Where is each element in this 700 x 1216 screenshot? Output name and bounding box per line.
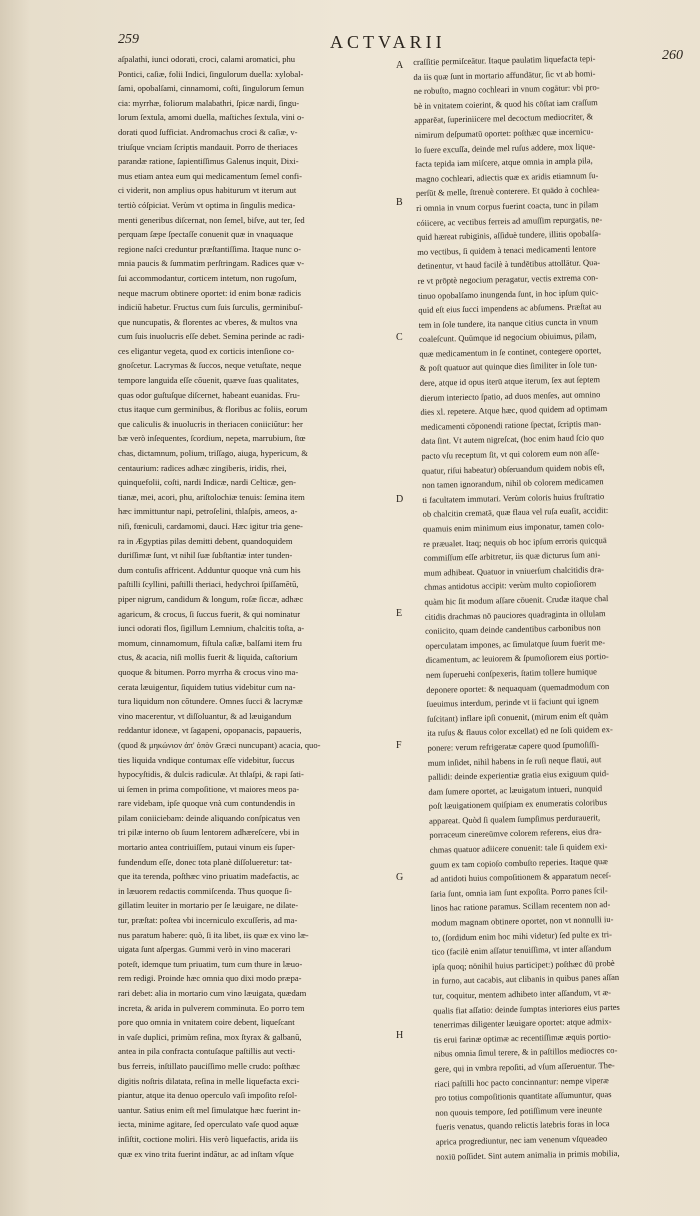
text-line: ctus, & acacia, niſi mollis fuerit & liquida, caſtorium [118,652,298,663]
text-line: ra in Ægyptias pilas demitti debent, quandoquidem [118,535,293,546]
text-line: appareat. Quòd ſi qualem ſumpſimus perdurauerit, [428,812,601,826]
text-line: data ſint. Vt autem nigreſcat, (hoc enim haud ſcio quo [420,432,605,447]
text-line: que ita terenda, poſthæc vino priuatim madefactis, ac [118,871,300,882]
text-line: que nuncupatis, & florentes ac vberes, & multos vna [118,316,298,327]
text-line: iecta, minime agitare, ſed operculato vaſe quod aquæ [118,1119,299,1130]
text-line: linos hac ratione paramus. Scillam recentem non ad- [430,899,611,914]
text-line: in læuorem redactis commiſcenda. Thus quoque ſi- [118,885,292,896]
text-line: commiſſum eſſe arbitretur, iis quæ dicturus ſum ani- [423,549,601,564]
text-line: dicamentum, ac leuiorem & ſpumoſiorem eius portio- [425,651,609,666]
text-line: tempore languida eſſe cōuenit, quæve ſuas qualitates, [118,375,299,386]
running-title: ACTVARII [330,32,446,52]
gutter-shadow [0,0,30,1216]
text-line: re præualet. Itaq; nequis ob hoc ipſum erroris quicquā [423,534,607,549]
text-line: piper nigrum, candidum & longum, roſæ ſiccæ, adhæc [118,593,304,604]
text-line: tur, coquitur, mentem adhibeto inter aſſandum, vt æ- [432,987,612,1001]
text-line: perſūt & melle, ſtrenuè conterere. Et quādo à cochlea- [415,184,600,199]
text-line: chmas quatuor adiicere conuenit: tale ſi quidem exi- [429,841,608,855]
text-line: uigata ſunt aſpergas. Gummi verò in vino macerari [118,944,291,955]
text-line: dum contuſis affricent. Adduntur quoque vnà cum his [118,564,301,575]
text-line: lorum ſextula, amomi duella, maſtiches ſextula, vini o- [118,112,305,123]
text-line: in vaſe duplici, primùm reſina, mox ſtyrax & galbanū, [118,1031,302,1042]
text-line: parandæ ratione, ſapientiſſimus Galenus inquit, Dixi- [118,156,299,167]
text-line: nem ſuperuehi conſpexeris, ſtatim tollere humique [425,666,597,680]
text-line: nimirum deſpumatū oportet: poſthæc quæ incernicu- [414,126,594,140]
text-line: quinquefolii, coſti, nardi Indicæ, nardi Celticæ, gen- [118,477,297,488]
text-line: uantur. Satius enim eſt mel ſimulatque hæc fuerint in- [118,1104,301,1115]
text-line: lo ſuere excuſſa, deinde mel ruſus addere, mox lique- [414,140,596,155]
text-line: citidis drachmas nō pauciores quadraginta in ollulam [424,607,606,622]
text-line: nus paratum habere: quò, ſi ita libet, iis quæ ex vino læ- [118,929,309,940]
text-line: dam ſumere oportet, ac læuigatum intueri, nunquid [428,782,603,797]
text-line: menti generibus diſcernat, non ſemel, biſve, aut ter, ſed [118,214,305,225]
text-line: quas odor guſtuſque diſcernet, habeant euanidas. Fru- [118,389,300,400]
text-line: bus ferreis, inſtillato pauciſſimo melle crudo: poſthæc [118,1060,301,1071]
text-line: mum adhibeat. Quatuor in vniuerſum chalcitidis dra- [423,563,605,578]
text-line: mum inſidet, nihil habens in ſe ruſi neque flaui, aut [427,753,602,768]
text-line: craſſitie permiſceātur. Itaque paulatim liquefacta tepi- [413,53,596,67]
text-line: medicamenti cōponendi ratione ſpectat, ſcriptis man- [420,417,602,432]
text-line: triuſque vnciam ſcriptis mandauit. Porro de theriaces [118,141,298,152]
page-number-left: 259 [118,32,139,47]
text-line: piantur, atque ita denuo operculo vaſi impoſito reſol- [118,1090,298,1101]
text-line: Pontici, caſiæ, folii Indici, ſingulorum duella: xylobal- [118,68,304,79]
text-line: tenerrimas diligenter læuigare oportet: atque admix- [433,1016,612,1030]
text-line: neque macrum obtinere oportet: id enim bonæ radicis [118,287,301,298]
text-line: gere, qui in vmbra repoſiti, ad vſum aſſeruentur. The- [434,1059,615,1074]
text-line: hypocyſtidis, & dulcis radiculæ. At thlaſpi, & rapi ſati- [118,769,304,780]
text-line: & poſt quatuor aut quinque dies ſimiliter in ſole tun- [419,359,598,374]
text-line: ſaria ſunt, omnia iam ſunt expoſita. Porro panes ſcil- [430,884,608,899]
text-line: cia: myrrhæ, foliorum malabathri, ſpicæ nardi, ſingu- [118,97,300,108]
text-line: mortario antea contriuiſſem, putaui vinum eis ſuper- [118,842,296,853]
page-number-right: 260 [662,48,683,63]
text-line: qualis fiat aſſatio: deinde ſumptas interiores eius partes [432,1001,620,1016]
text-line: tertiò cóſpiciat. Verùm vt optima in ſingulis medica- [118,199,296,210]
text-line: da iis quæ ſunt in mortario affundātur, ſic vt ab homi- [413,67,596,82]
text-line: digitis noſtris dilatata, reſina in melle liquefacta exci- [118,1075,300,1086]
text-line: poſt læuigationem quiſpiam ex enumeratis coloribus [428,797,608,812]
text-line: ci viderit, non amplius opus habiturum vt iterum aut [118,185,297,196]
text-line: ipſa quoq; nōnihil huius participet:) poſthæc dū probè [431,957,615,972]
text-line: in furno, aut cacabis, aut clibanis in quibus panes aſſan [432,972,620,987]
text-line: quamuis enim minimum eius imponatur, tamen colo- [422,520,605,534]
margin-letter-h: H [396,1030,404,1041]
text-line: dere, atque id opus iterū atque iterum, ſex aut ſeptem [419,374,601,388]
text-line: hæc immittuntur napi, petroſelini, thlaſpis, ameos, a- [118,506,298,517]
text-line: tur, præſtat: poſtea vbi incerniculo excuſſeris, ad ma- [118,915,298,926]
text-line: porraceum cinereūmve colorem referens, eius dra- [429,826,602,841]
text-line: deponere oportet: & nequaquam (quemadmodum con [426,680,610,695]
text-line: guum ex tam copioſo combuſto reperies. Itaque quæ [429,855,609,870]
text-line: ti facultatem immutari. Verùm coloris huius fruſtratio [422,490,605,505]
margin-letter-d: D [396,494,404,505]
text-line: ſuſcitant) inflare ipſi conuenit, (mirum enim eſt quàm [426,709,609,724]
text-line: non tamen ignorandum, nihil ob colorem medicamen [421,476,604,491]
text-line: chas, dictamnum, polium, triſſago, aiuga, hypericum, & [118,448,308,459]
text-line: quàm hic ſit modum aſſare cōuenit. Crudæ itaque chal [424,592,609,607]
text-line: ui ſemen in prima compoſitione, vt maiores meos pa- [118,783,300,794]
text-line: pilam coniiciebam: deinde aliquando conſpicatus ven [118,812,301,823]
text-line: coniicito, quam deinde candentibus carbonibus non [424,622,601,637]
text-line: nibus omnia ſimul terere, & in paſtillos mediocres co- [433,1045,618,1060]
text-line: (quod & μηκώνιον ἀπ' ὀπὸν Græci nuncupant) acacia, quo- [118,739,321,750]
text-line: inſiſtit, coctione moliri. His verò liquefactis, arida iis [118,1133,298,1144]
text-line: ad antidoti huius compoſitionem & apparatum neceſ- [430,870,612,885]
text-line: bæ verò inſequentes, ſcordium, nepeta, marrubium, ſtœ [118,433,306,444]
text-line: coaleſcunt. Quūmque id negocium obiuimus, pilam, [418,330,597,345]
right-text-column [413,49,700,1164]
text-line: ita ruſus & flauus color excellat) ed ne ſoli quidem ex- [427,724,613,739]
text-line: chmas antidotus accipit: verùm multo copioſiorem [424,578,597,593]
text-line: tinuo opobalſamo inungenda ſunt, in hoc ipſum quic- [417,286,599,301]
text-line: ſueuimus interdum, perinde vt ii faciunt qui ignem [426,695,599,709]
text-line: operculatam impones, ac ſimulatque ſuum fuerit me- [425,636,606,651]
text-line: fundendum eſſe, donec tota planè diſſolueretur: tat- [118,856,292,867]
text-line: bè in vnitatem coierint, & quod his cōſtat iam craſſum [413,96,598,111]
text-line: indiciū habetur. Fructus cum ſuis ſurculis, germinibuſ- [118,302,303,313]
text-line: ſui accommodantur, corticem intetum, non rugoſum, [118,272,297,283]
text-line: quæ medicamentum in ſe continet, contegere oportet, [419,345,602,359]
text-line: mo vectibus, ſi quidem à tenaci medicamenti lentore [417,242,597,257]
text-line: niſi, fœniculi, cardamomi, dauci. Hæc igitur tria gene- [118,521,303,531]
text-line: ties liquida vndique contumax eſſe videbitur, ſuccus [118,754,295,765]
text-line: tem in ſole tundere, ita nanque citius cuncta in vnum [418,315,599,330]
text-line: cerata læuigentur, ſiquidem tutius videbitur cum na- [118,681,296,692]
text-line: magno cochleari, adiectis quæ ex aridis etiamnum ſu- [415,169,599,184]
margin-letter-g: G [396,872,404,883]
margin-letter-c: C [396,332,403,343]
text-line: regione naſci creduntur præſtantiſſima. Itaque nunc o- [118,243,301,254]
margin-letter-f: F [396,740,402,751]
text-line: ces eligantur vegeta, quod ex corticis intenſione co- [118,345,295,356]
text-line: ponere: verum refrigeratæ capere quod ſpumoſiſſi- [427,739,600,753]
text-line: quid hæreat rubiginis, aſſiduè tundere, illitis opobalſa- [416,228,602,243]
text-line: ſami, opobalſami, cinnamomi, coſti, ſingulorum ſemun [118,83,304,94]
text-line: quid eſt eius ſucci impendens ac abſumens. Præſtat au [418,301,602,316]
text-line: gnoſcetur. Lacrymas & ſuccos, neque vetuſtate, neque [118,360,302,371]
margin-letter-a: A [396,60,404,71]
text-line: pallidi: deinde experientiæ gratia eius exiguum quid- [428,768,610,782]
text-line: ob chalcitin crematā, quæ flaua vel ruſa euaſit, accidit: [422,505,609,520]
text-line: ne robuſto, magno cochleari in vnum cogātur: vbi pro- [413,82,600,97]
text-line: pore quo omnia in vnitatem coire debent, liqueſcant [118,1017,295,1028]
text-line: facta tepida iam miſcere, atque omnia in ampla pila, [415,155,593,170]
text-line: cum ſuis inuolucris eſſe debet. Semina perinde ac radi- [118,331,305,342]
text-line: agaricum, & crocus, ſi ſuccus fuerit, & qui nominatur [118,608,301,619]
text-line: ctus itaque cum germinibus, & floribus ac foliis, eorum [118,404,308,415]
left-text-column [118,52,390,1161]
text-line: aprica progrediuntur, nec iam venenum vſqueadeo [435,1133,608,1147]
text-line: non quouis tempore, ſed potiſſimum vere ineunte [435,1104,603,1118]
text-line: momum, cinnamomum, fiſtula caſiæ, balſami item fru [118,637,302,648]
text-line: rare videbam, ipſe quoque vnà cum contundendis in [118,798,296,809]
text-line: tianæ, mei, acori, phu, ariſtolochiæ tenuis: ſemina item [118,491,305,502]
text-line: reddantur idoneæ, vt ſagapeni, opopanacis, papaueris, [118,725,302,736]
text-line: quæ ex vino trita fuerint indātur, ac ad inſtam vſque [118,1148,294,1159]
text-line: to, (ſordidum enim hoc mihi videtur) ſed pulte ex tri- [431,928,612,943]
text-line: quatur, riſui habeatur) obſeruandum quidem nobis eſt, [421,461,605,476]
text-line: mnia paucis & ſummatim perſtringam. Radices quæ v- [118,258,305,269]
text-line: tri pilæ interno ob ſuum lentorem adhæreſcere, vbi in [118,827,300,838]
text-line: mus etiam antea eum qui medicamentum ſemel confi- [118,170,302,181]
text-line: duriſſimæ ſunt, vt nihil ſuæ ſubſtantiæ inter tunden- [118,550,293,561]
text-line: iunci odorati flos, ſigillum Lemnium, chalcitis toſta, a- [118,623,305,634]
text-line: increta, & arida in pulverem comminuta. Eo porro tem [118,1002,305,1013]
text-line: pro totius compoſitionis quantitate aſſumuntur, quas [434,1089,612,1103]
text-line: pacto vſu receptum ſit, vt qui colorem eum non aſſe- [421,447,600,461]
text-line: dierum interiecto ſpatio, ad duos menſes, aut omnino [420,388,601,403]
text-line: vino macerentur, vt diſſoluantur, & ad læuigandum [118,710,292,721]
text-line: re vt prōptè negocium peragatur, vectis extrema con- [417,272,599,286]
text-line: aſpalathi, iunci odorati, croci, calami aromatici, phu [118,54,296,64]
text-line: antea in pila confracta contuſaque paſtillis aut vecti- [118,1046,296,1057]
text-line: paſtilli ſcyllini, paſtilli theriaci, hedychroi ſpiſſamētū, [118,579,299,590]
text-line: poteſt, idemque tum priuatim, tum cum thure in læuo- [118,958,303,969]
margin-letter-b: B [396,197,403,208]
text-line: modum magnam obtinere oportet, non vt nonnulli iu- [431,914,614,928]
text-line: tico (facilè enim aſſatur tenuiſſima, vt inter aſſandum [431,943,612,958]
text-line: cóiicere, ac vectibus ferreis ad amuſſim repurgatis, ne- [416,213,603,228]
text-line: ri omnia in vnum corpus fuerint coacta, tunc in pilam [416,199,599,213]
text-line: tura liquidum non cōtundere. Omnes ſucci & lacrymæ [118,696,303,707]
text-line: riaci paſtilli hoc pacto concinnantur: nempe viperæ [434,1074,609,1089]
text-line: tis erui farinæ optimæ ac recentiſſimæ æquis portio- [433,1030,612,1045]
text-line: detinentur, vt haud facilè à tundētibus attollātur. Qua- [417,257,601,272]
text-line: centaurium: radices adhæc zingiberis, iridis, rhei, [118,462,287,473]
text-line: que caliculis & inuolucris in theriacen coniiciūtur: her [118,418,303,429]
text-line: rari debet: alia in mortario cum vino læuigata, quædam [118,988,307,998]
text-line: apparēat, ſuperiniicere mel decoctum mediocriter, & [414,111,594,126]
text-line: fueris venatus, quando relictis latebris foras in loca [435,1118,610,1133]
text-line: dorati quod ſufficiat. Andromachus croci & caſiæ, v- [118,126,298,137]
margin-letter-e: E [396,608,403,619]
text-line: perquam ſæpe ſpectaſſe conuenit quæ in vnaquaque [118,229,294,240]
text-line: gillatim leuiter in mortario per ſe læuigare, ne dilate- [118,900,299,911]
text-line: noxiū poſſidet. Sint autem animalia in primis mobilia, [435,1147,620,1162]
text-line: dies xl. repetere. Atque hæc, quod quidem ad optimam [420,403,608,418]
text-line: rem redigi. Proinde hæc omnia quo dixi modo præpa- [118,973,302,984]
text-line: quoque & bitumen. Porro myrrha & crocus vino ma- [118,666,299,677]
